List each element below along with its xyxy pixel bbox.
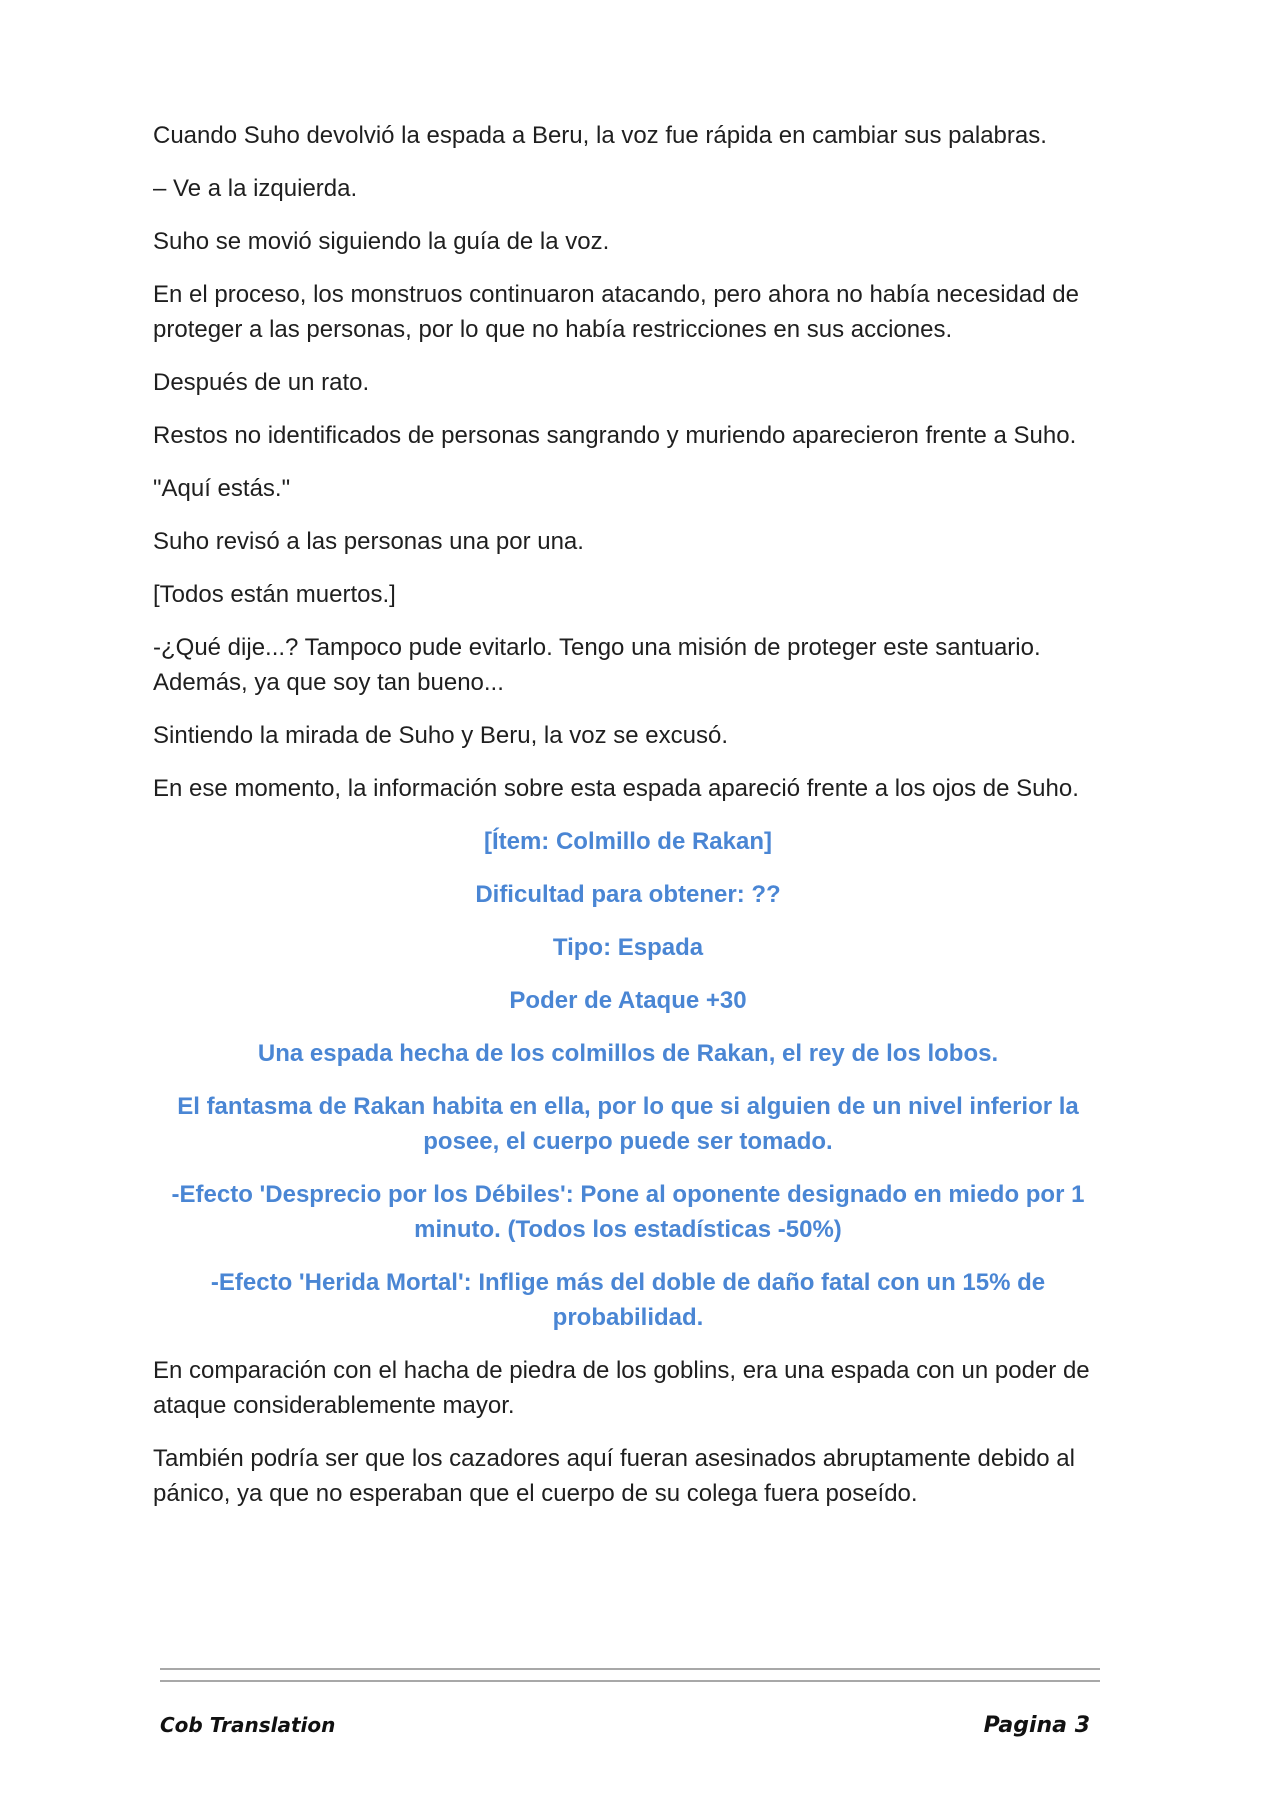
paragraph: En ese momento, la información sobre esta espada apareció frente a los ojos de Suho. (153, 775, 1079, 802)
paragraph: "Aquí estás." (153, 475, 291, 502)
paragraph: Cuando Suho devolvió la espada a Beru, la voz fue rápida en cambiar sus palabras. (153, 122, 1047, 149)
footer-credit: Cob Translation (160, 1713, 336, 1737)
item-effect: -Efecto 'Herida Mortal': Inflige más del doble de daño fatal con un 15% de probabilidad. (210, 1269, 1046, 1331)
divider-line (160, 1680, 1100, 1682)
page-number: Pagina 3 (983, 1713, 1090, 1738)
item-title: [Ítem: Colmillo de Rakan] (483, 828, 773, 855)
paragraph: En el proceso, los monstruos continuaron atacando, pero ahora no había necesidad de proteger a las personas, por lo que no había restricciones en sus acciones. (153, 281, 1079, 343)
paragraph: En comparación con el hacha de piedra de los goblins, era una espada con un poder de ataque considerablemente mayor. (153, 1357, 1090, 1419)
paragraph: Después de un rato. (153, 369, 370, 396)
item-difficulty: Dificultad para obtener: ?? (475, 881, 781, 908)
item-description: El fantasma de Rakan habita en ella, por lo que si alguien de un nivel inferior la posee, el cuerpo puede ser tomado. (177, 1093, 1079, 1155)
item-effect: -Efecto 'Desprecio por los Débiles': Pone al oponente designado en miedo por 1 minuto. (Todos los estadísticas -50%) (171, 1181, 1085, 1243)
paragraph: -¿Qué dije...? Tampoco pude evitarlo. Tengo una misión de proteger este santuario. Además, ya que soy tan bueno... (153, 634, 1041, 696)
paragraph: – Ve a la izquierda. (153, 175, 358, 202)
footer-divider (160, 1668, 1100, 1692)
item-info-block (153, 824, 1103, 1335)
item-attack-power: Poder de Ataque +30 (509, 987, 747, 1014)
paragraph: Sintiendo la mirada de Suho y Beru, la voz se excusó. (153, 722, 728, 749)
item-type: Tipo: Espada (552, 934, 704, 961)
paragraph: Restos no identificados de personas sangrando y muriendo aparecieron frente a Suho. (153, 422, 1077, 449)
divider-line (160, 1668, 1100, 1670)
item-description: Una espada hecha de los colmillos de Rakan, el rey de los lobos. (257, 1040, 999, 1067)
paragraph: Suho revisó a las personas una por una. (153, 528, 584, 555)
paragraph: También podría ser que los cazadores aquí fueran asesinados abruptamente debido al pánico, ya que no esperaban que el cuerpo de su colega fuera poseído. (153, 1445, 1075, 1507)
page-body (153, 118, 1103, 1529)
paragraph: [Todos están muertos.] (153, 581, 396, 608)
paragraph: Suho se movió siguiendo la guía de la voz. (153, 228, 610, 255)
